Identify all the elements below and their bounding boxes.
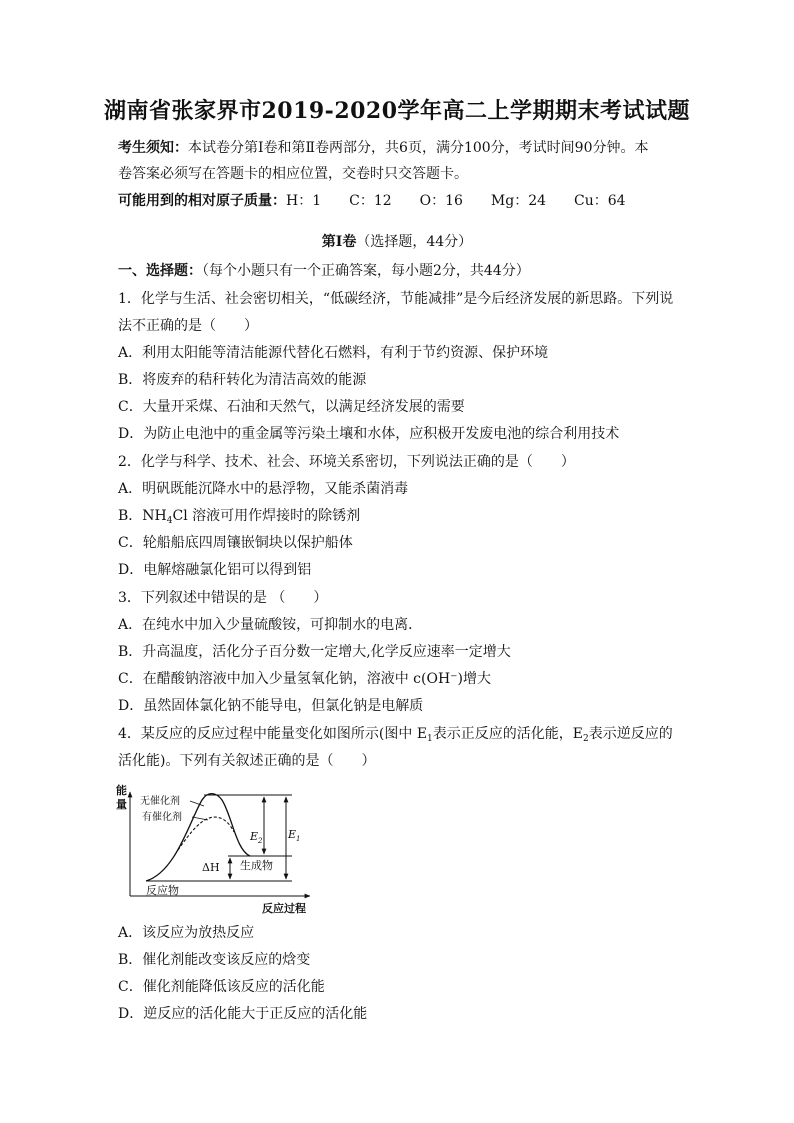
q4-stem-2: 活化能)。下列有关叙述正确的是（ ） [118,753,376,769]
notice-text-2: 卷答案必须写在答题卡的相应位置，交卷时只交答题卡。 [118,166,468,182]
q2-option-b [118,508,360,529]
y-axis-label-1: 能 [116,784,127,797]
q2-option-b-pre: B．NH [118,508,167,524]
q1-option-d: D．为防止电池中的重金属等污染土壤和水体，应积极开发废电池的综合利用技术 [118,426,620,442]
notice-label: 考生须知： [118,140,188,156]
q3-option-d: D．虽然固体氯化钠不能导电，但氯化钠是电解质 [118,698,424,714]
y-axis-label-2: 量 [116,798,127,811]
with-catalyst-leader [192,817,208,820]
atomic-mass-line [118,193,626,209]
q1-stem-2: 法不正确的是（ ） [118,318,258,334]
q4-option-c: C．催化剂能降低该反应的活化能 [118,979,325,995]
section1-desc: （每个小题只有一个正确答案，每小题2分，共44分） [202,263,530,279]
section1-label: 一、选择题： [118,263,202,279]
q3-option-a: A．在纯水中加入少量硫酸铵，可抑制水的电离． [118,617,423,633]
q4-option-d: D．逆反应的活化能大于正反应的活化能 [118,1006,368,1022]
atomic-mass-label: 可能用到的相对原子质量： [118,193,286,209]
q3-option-c: C．在醋酸钠溶液中加入少量氢氧化钠，溶液中 c(OH⁻)增大 [118,671,492,687]
q1-stem-1: 1．化学与生活、社会密切相关，“低碳经济，节能减排”是今后经济发展的新思路。下列说 [118,291,674,307]
q2-option-b-sub: 4 [166,516,173,526]
part1-subtitle: （选择题，44分） [356,234,473,250]
q2-option-d: D．电解熔融氯化铝可以得到铝 [118,562,312,578]
q2-option-a: A．明矾既能沉降水中的悬浮物，又能杀菌消毒 [118,481,409,497]
q4-option-b: B．催化剂能改变该反应的焓变 [118,952,311,968]
q1-option-c: C．大量开采煤、石油和天然气，以满足经济发展的需要 [118,399,465,415]
delta-h-label: ΔH [202,861,220,874]
no-catalyst-label: 无催化剂 [140,796,180,807]
notice-line-1 [118,140,649,156]
q4-stem-1 [118,726,673,747]
with-catalyst-label: 有催化剂 [142,812,182,823]
atomic-mass-values: H：1 C：12 O：16 Mg：24 Cu：64 [286,193,626,209]
q2-option-c: C．轮船船底四周镶嵌铜块以保护船体 [118,535,353,551]
part1-heading [0,234,794,250]
q1-option-a: A．利用太阳能等清洁能源代替化石燃料，有利于节约资源、保护环境 [118,345,549,361]
q4-option-a: A．该反应为放热反应 [118,925,255,941]
page-title: 湖南省张家界市2019-2020学年高二上学期期末考试试题 [103,98,691,124]
e1-label: $E_1$ [288,828,301,843]
q4-stem-1-sub2: 2 [583,734,589,744]
q2-stem: 2．化学与科学、技术、社会、环境关系密切，下列说法正确的是（ ） [118,454,575,470]
energy-diagram [116,780,316,916]
reactant-label: 反应物 [146,884,179,897]
q1-option-b: B．将废弃的秸秆转化为清洁高效的能源 [118,372,367,388]
section1-heading [118,263,530,279]
q4-stem-1b: 表示正反应的活化能，E [432,726,584,742]
product-label: 生成物 [240,859,273,872]
q2-option-b-post: Cl 溶液可用作焊接时的除锈剂 [172,508,361,524]
q4-stem-1a: 4．某反应的反应过程中能量变化如图所示(图中 E [118,726,428,742]
q3-stem: 3．下列叙述中错误的是 （ ） [118,590,328,606]
part1-title: 第Ⅰ卷 [321,234,357,250]
q3-option-b: B．升高温度，活化分子百分数一定增大,化学反应速率一定增大 [118,644,511,660]
notice-text-1: 本试卷分第Ⅰ卷和第Ⅱ卷两部分，共6页，满分100分，考试时间90分钟。本 [188,140,649,156]
q4-stem-1c: 表示逆反应的 [588,726,673,742]
q4-stem-1-sub1: 1 [427,734,433,744]
x-axis-label: 反应过程 [262,902,306,915]
e2-label: $E_2$ [250,830,263,845]
no-catalyst-leader [190,801,204,806]
